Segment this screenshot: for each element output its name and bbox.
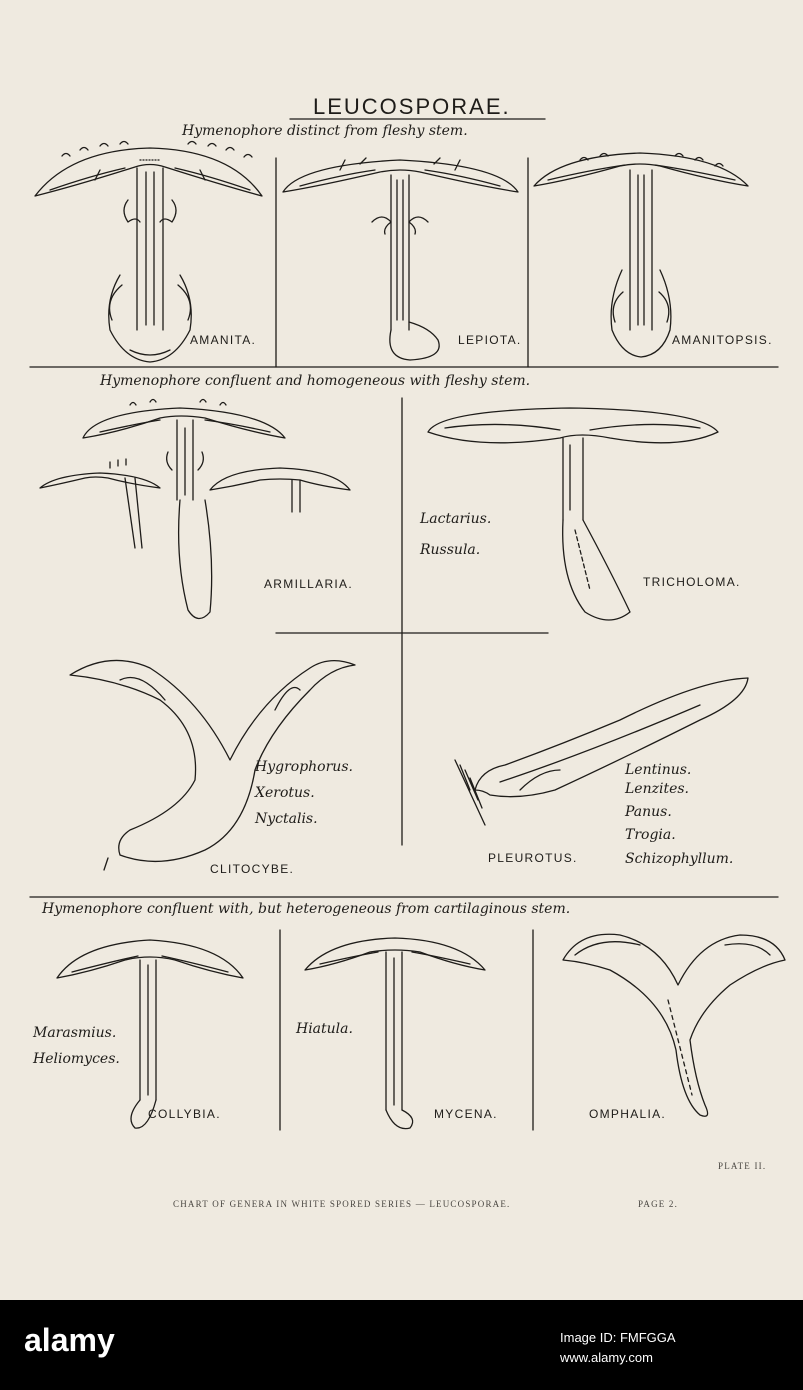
- genus-label-amanita: AMANITA.: [190, 333, 257, 347]
- omphalia-illustration: [563, 934, 785, 1116]
- genus-label-lepiota: LEPIOTA.: [458, 333, 522, 347]
- pleurotus-illustration: [455, 678, 748, 825]
- section-heading: Hymenophore confluent with, but heterogeneous from cartilaginous stem.: [42, 901, 571, 917]
- related-genus: Hygrophorus.: [255, 759, 353, 775]
- related-genus: Heliomyces.: [33, 1051, 120, 1067]
- genus-label-amanitopsis: AMANITOPSIS.: [672, 333, 773, 347]
- amanitopsis-illustration: [534, 153, 748, 357]
- watermark-image-id: Image ID: FMFGGA: [560, 1330, 676, 1345]
- genus-label-omphalia: OMPHALIA.: [589, 1107, 667, 1121]
- related-genus: Panus.: [625, 804, 672, 820]
- related-genus: Trogia.: [625, 827, 676, 843]
- genus-label-tricholoma: TRICHOLOMA.: [643, 575, 741, 589]
- related-genus: Russula.: [420, 542, 481, 558]
- watermark-bar: [0, 1300, 803, 1390]
- plate-number: PLATE II.: [718, 1161, 767, 1171]
- related-genus: Nyctalis.: [255, 811, 318, 827]
- watermark-site: www.alamy.com: [560, 1350, 653, 1365]
- related-genus: Lactarius.: [420, 511, 492, 527]
- genus-label-mycena: MYCENA.: [434, 1107, 498, 1121]
- genus-label-clitocybe: CLITOCYBE.: [210, 862, 295, 876]
- related-genus: Lentinus.: [625, 762, 692, 778]
- related-genus: Lenzites.: [625, 781, 689, 797]
- amanita-illustration: [35, 142, 262, 363]
- section-heading: Hymenophore confluent and homogeneous with fleshy stem.: [100, 373, 531, 389]
- plate-caption: CHART OF GENERA IN WHITE SPORED SERIES — LEUCOSPORAE.: [173, 1199, 511, 1209]
- related-genus: Hiatula.: [296, 1021, 353, 1037]
- genus-label-collybia: COLLYBIA.: [148, 1107, 221, 1121]
- related-genus: Xerotus.: [255, 785, 315, 801]
- lepiota-illustration: [283, 158, 518, 360]
- plate-title: LEUCOSPORAE.: [313, 94, 511, 119]
- page-number: PAGE 2.: [638, 1199, 679, 1209]
- section-heading: Hymenophore distinct from fleshy stem.: [182, 123, 468, 139]
- related-genus: Schizophyllum.: [625, 851, 734, 867]
- watermark-logo: alamy: [24, 1322, 115, 1358]
- related-genus: Marasmius.: [33, 1025, 117, 1041]
- genus-label-pleurotus: PLEUROTUS.: [488, 851, 578, 865]
- genus-label-armillaria: ARMILLARIA.: [264, 577, 353, 591]
